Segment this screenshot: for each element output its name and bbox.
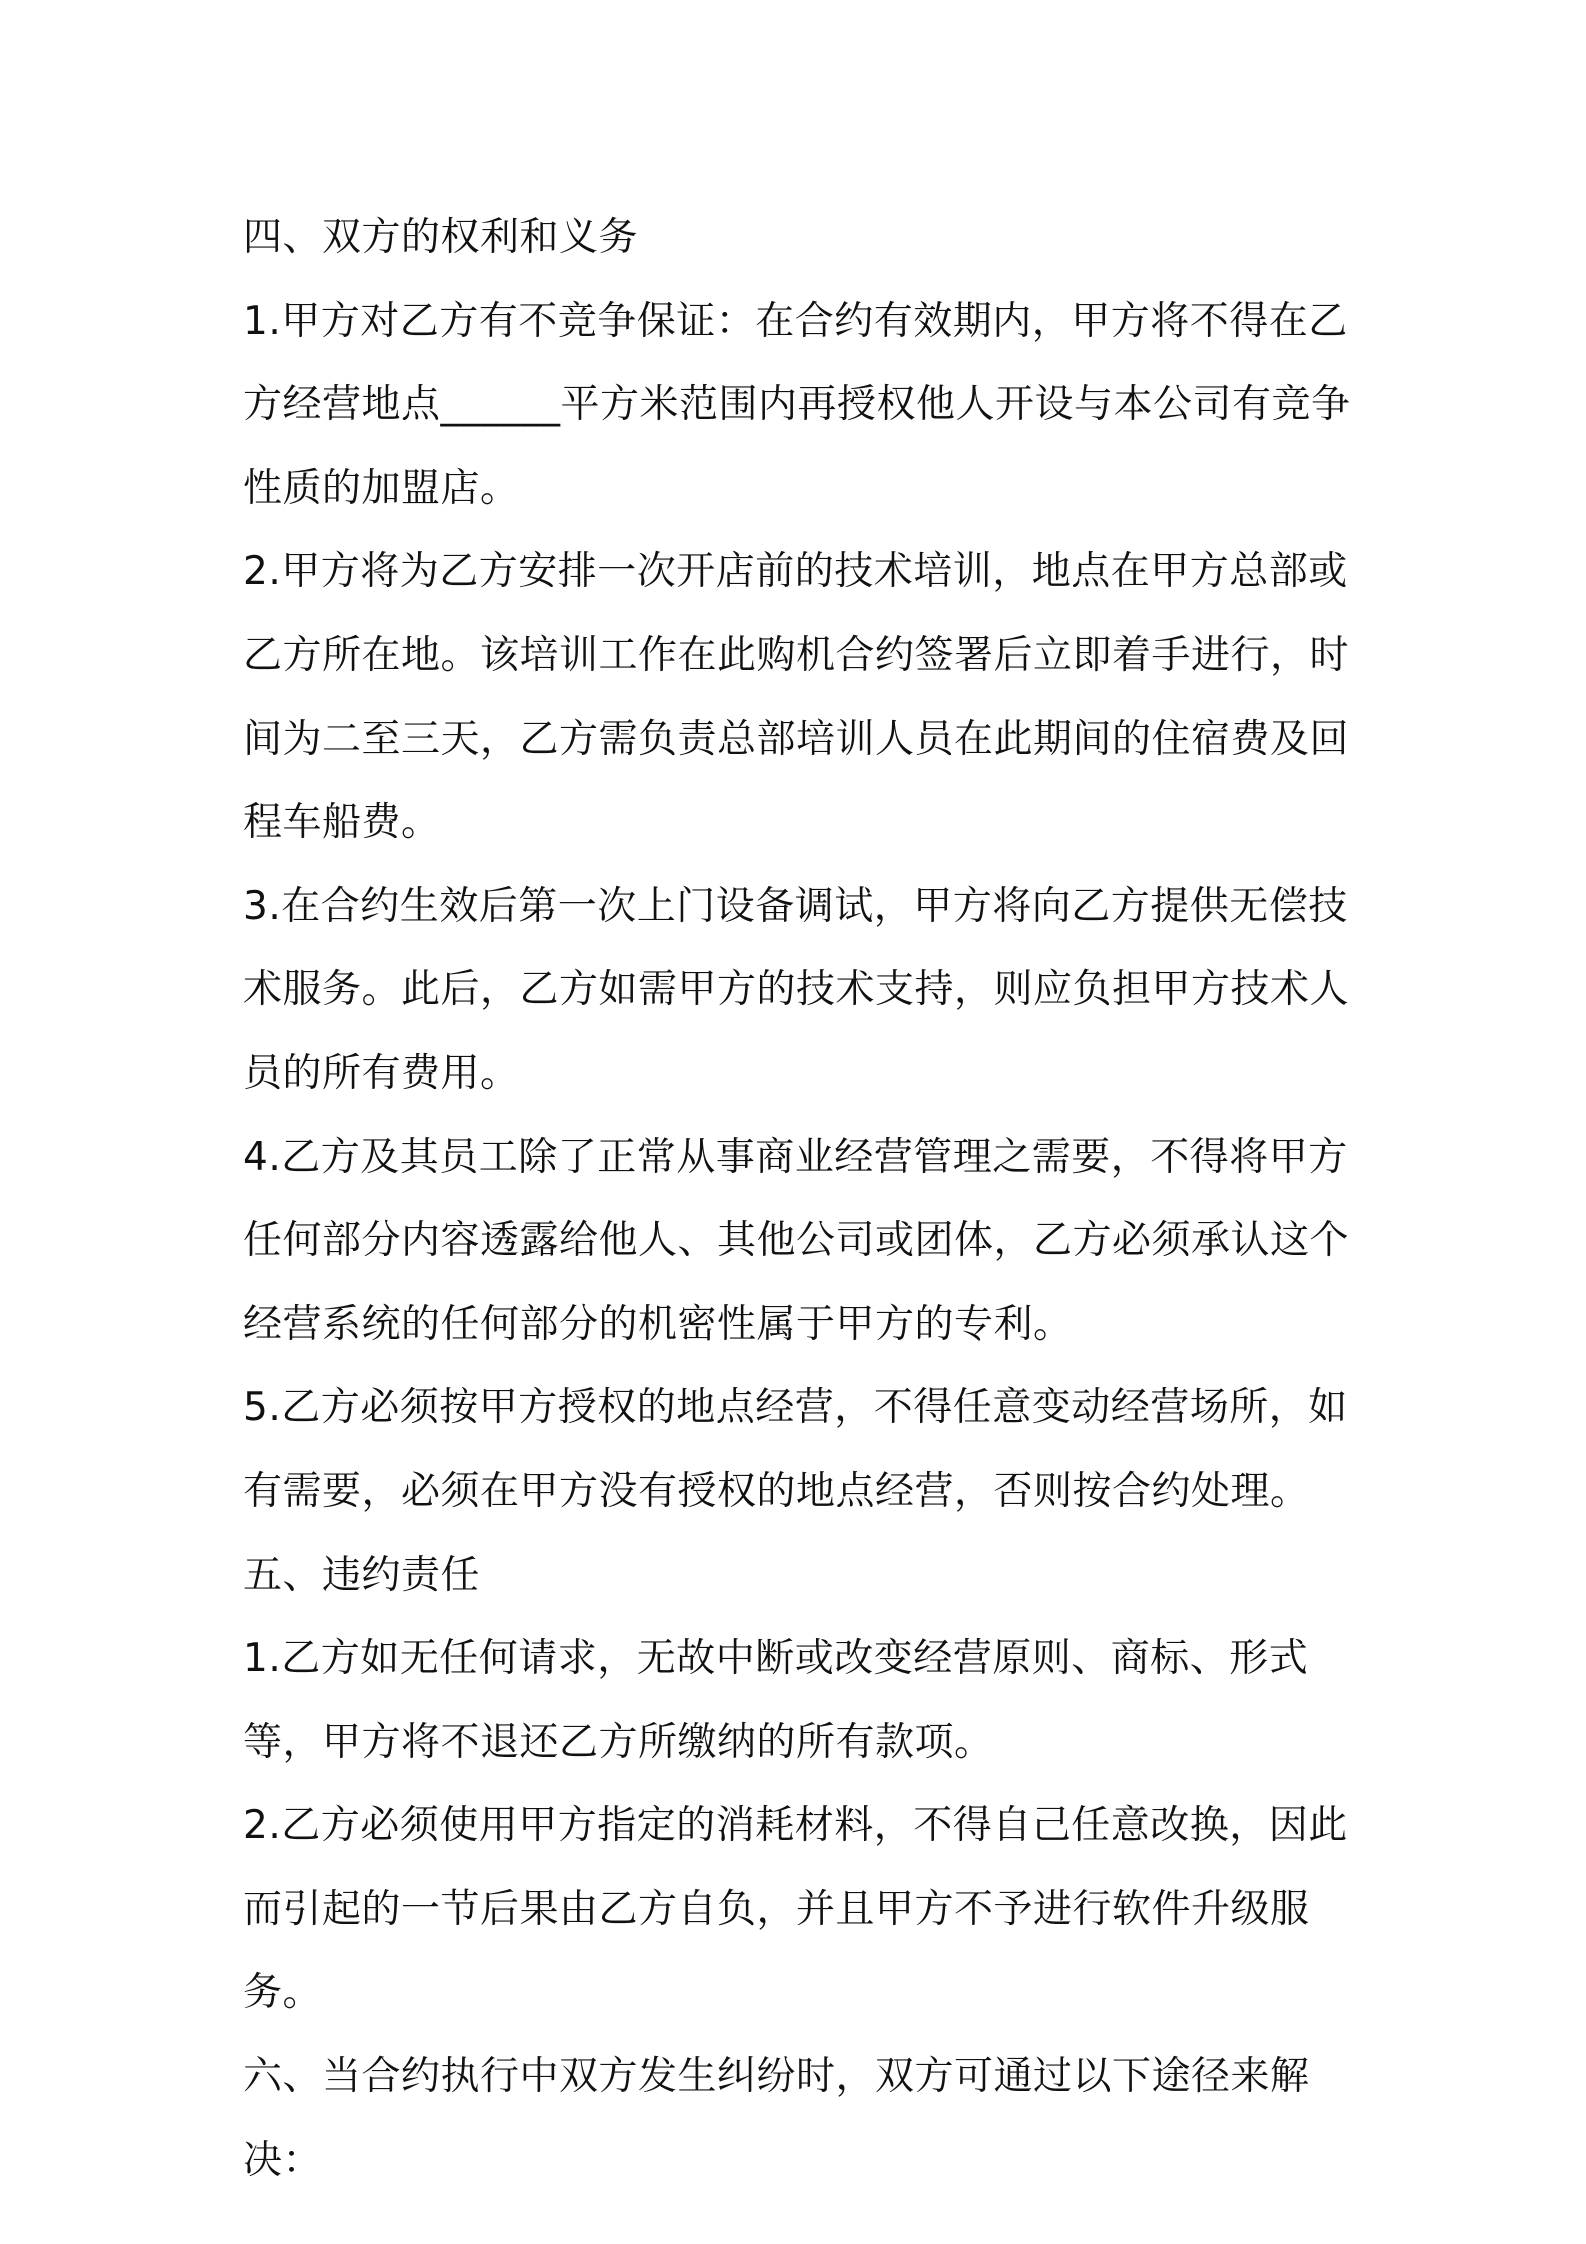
clause-4-2-training: 2.甲方将为乙方安排一次开店前的技术培训，地点在甲方总部或乙方所在地。该培训工作在此购机合约签署后立即着手进行，时间为二至三天，乙方需负责总部培训人员在此期间的住宿费及回程车船费。 xyxy=(243,549,1350,846)
clause-4-5-business-location: 5.乙方必须按甲方授权的地点经营，不得任意变动经营场所，如有需要，必须在甲方没有授权的地点经营，否则按合约处理。 xyxy=(243,1385,1348,1514)
clause-4-3-technical-service: 3.在合约生效后第一次上门设备调试，甲方将向乙方提供无偿技术服务。此后，乙方如需甲方的技术支持，则应负担甲方技术人员的所有费用。 xyxy=(243,883,1350,1096)
document-body xyxy=(243,196,1378,2202)
clause-5-2-consumables: 2.乙方必须使用甲方指定的消耗材料，不得自己任意改换，因此而引起的一节后果由乙方自负，并且甲方不予进行软件升级服务。 xyxy=(243,1803,1348,2016)
section-heading-dispute-resolution: 六、当合约执行中双方发生纠纷时，双方可通过以下途径来解决： xyxy=(243,2054,1310,2183)
section-heading-breach-liability: 五、违约责任 xyxy=(243,1552,481,1598)
clause-4-1-non-compete: 1.甲方对乙方有不竞争保证：在合约有效期内，甲方将不得在乙方经营地点______平方米范围内再授权他人开设与本公司有竞争性质的加盟店。 xyxy=(243,298,1351,511)
clause-5-1-no-refund: 1.乙方如无任何请求，无故中断或改变经营原则、商标、形式等，甲方将不退还乙方所缴纳的所有款项。 xyxy=(243,1636,1309,1765)
clause-4-4-confidentiality: 4.乙方及其员工除了正常从事商业经营管理之需要，不得将甲方任何部分内容透露给他人、其他公司或团体，乙方必须承认这个经营系统的任何部分的机密性属于甲方的专利。 xyxy=(243,1134,1350,1347)
section-heading-rights-obligations: 四、双方的权利和义务 xyxy=(243,215,639,260)
